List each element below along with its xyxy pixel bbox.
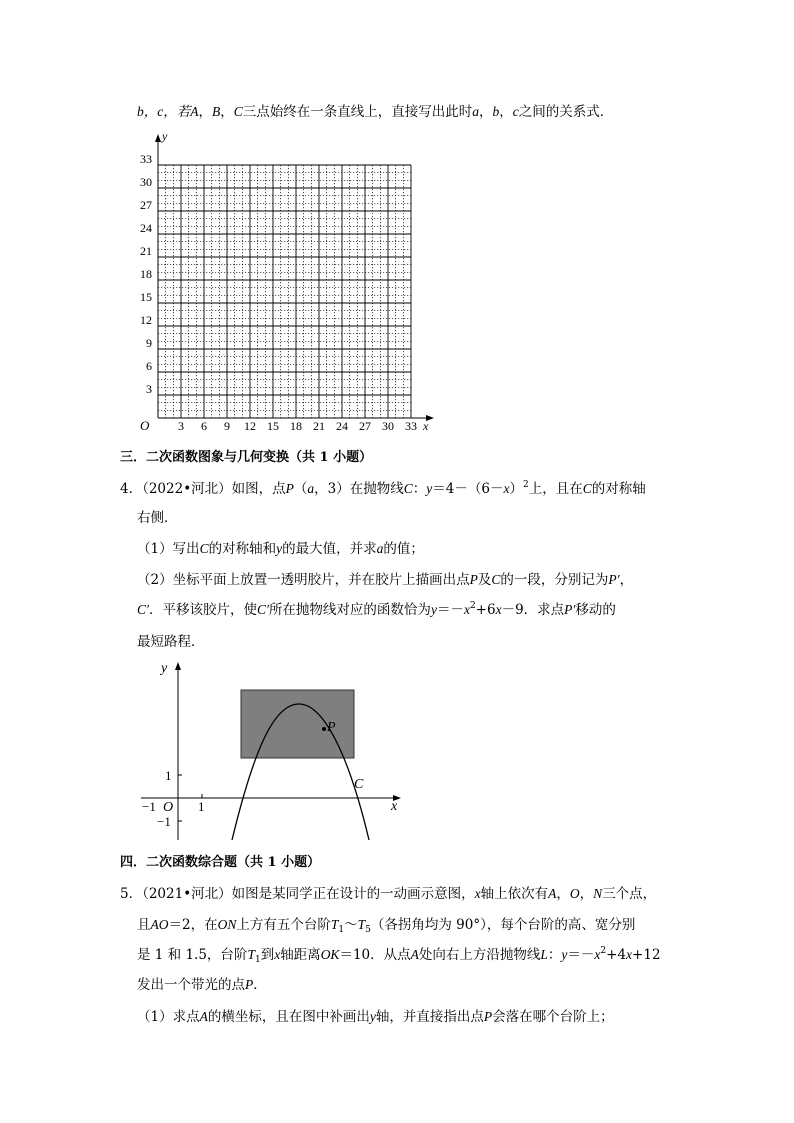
- var-b-c: b，c，若: [137, 104, 191, 119]
- grid-solid-lines: [158, 165, 411, 418]
- q4-part-2-line-3: 最短路程．: [137, 634, 205, 650]
- coordinate-grid-figure: [120, 128, 440, 433]
- y-axis-label: y: [162, 129, 168, 143]
- point-p: [322, 727, 326, 731]
- var-b: b: [492, 104, 500, 119]
- y-tick-label: 27: [140, 198, 152, 212]
- y-axis-arrow-icon: [155, 134, 161, 142]
- x-tick-label: 27: [359, 419, 371, 433]
- transparent-film: [241, 690, 354, 758]
- x-tick-label: 30: [382, 419, 394, 433]
- y-axis-arrow-icon: [175, 662, 181, 670]
- q4-line-2: 右侧．: [137, 510, 178, 526]
- x-tick-label: 15: [267, 419, 279, 433]
- q4-part-2-line-2: C′．平移该胶片，使C′所在抛物线对应的函数恰为$y=-x^2+6x-9$．求点P′移动的: [137, 601, 616, 618]
- y-tick-label: 12: [140, 313, 152, 327]
- var-A: A: [190, 104, 199, 119]
- q5-line-4: 发出一个带光的点P．: [137, 977, 267, 993]
- x-tick-label: 21: [313, 419, 325, 433]
- x-tick-label: 3: [178, 419, 184, 433]
- origin-label: O: [140, 418, 150, 433]
- y-tick-label: 6: [146, 359, 152, 373]
- x-tick-label: 24: [336, 419, 348, 433]
- q4-part-1: （1）写出C的对称轴和y的最大值，并求a的值；: [137, 541, 424, 557]
- section-4-heading: 四．二次函数综合题（共 1 小题）: [120, 855, 321, 870]
- x-axis-label: x: [391, 799, 398, 814]
- x-tick-labels: [178, 419, 417, 433]
- y-tick-label: 30: [140, 175, 152, 189]
- q4-line-1: 4．（2022•河北）如图，点P（a，3）在抛物线C：$y=4-(6-x)^2$上，且在C的对称轴: [120, 480, 646, 497]
- neg-one-y-label: −1: [157, 814, 171, 829]
- var-B: B: [212, 104, 221, 119]
- y-tick-label: 9: [146, 336, 152, 350]
- y-tick-label: 21: [140, 244, 152, 258]
- x-tick-label: 12: [244, 419, 256, 433]
- x-axis-label: x: [423, 419, 429, 433]
- q5-line-1: 5．（2021•河北）如图是某同学正在设计的一动画示意图，x轴上依次有A，O，N三个点，: [120, 886, 657, 902]
- one-y-label: 1: [165, 768, 172, 783]
- x-tick-label: 33: [405, 419, 417, 433]
- var-c: c: [512, 104, 519, 119]
- q4-part-2-line-1: （2）坐标平面上放置一透明胶片，并在胶片上描画出点P及C的一段，分别记为P′，: [137, 572, 634, 588]
- section-3-heading: 三．二次函数图象与几何变换（共 1 小题）: [120, 450, 373, 465]
- y-tick-label: 33: [140, 152, 152, 166]
- one-x-label: 1: [198, 799, 205, 814]
- origin-label: O: [163, 800, 174, 815]
- x-tick-label: 9: [224, 419, 230, 433]
- y-tick-label: 18: [140, 267, 152, 281]
- q5-line-2: 且AO＝2，在ON上方有五个台阶$T_1\sim T_5$（各拐角均为 90°），每个台阶的高、宽分别: [137, 917, 636, 935]
- var-C: C: [233, 104, 243, 119]
- y-tick-labels: [140, 152, 152, 396]
- x-tick-label: 6: [201, 419, 207, 433]
- neg-one-x-label: −1: [142, 799, 156, 814]
- top-text-line-full: b，c，若A，B，C三点始终在一条直线上，直接写出此时a，b，c之间的关系式．: [137, 104, 614, 120]
- y-tick-label: 15: [140, 290, 152, 304]
- grid-dotted-lines: [158, 165, 411, 418]
- y-tick-label: 3: [146, 382, 152, 396]
- parabola-figure: [135, 660, 410, 845]
- q5-part-1: （1）求点A的横坐标，且在图中补画出y轴，并直接指出点P会落在哪个台阶上；: [137, 1009, 614, 1025]
- y-tick-label: 24: [140, 221, 152, 235]
- q5-line-3: 是 1 和 1.5，台阶$T_1$到x轴距离OK＝10．从点A处向右上方沿抛物线L：$y=-x^2+4x+12$: [137, 946, 661, 965]
- y-axis-label: y: [161, 661, 168, 676]
- x-tick-label: 18: [290, 419, 302, 433]
- curve-c-label: C: [354, 777, 364, 792]
- var-a: a: [472, 104, 480, 119]
- point-p-label: P: [327, 720, 336, 735]
